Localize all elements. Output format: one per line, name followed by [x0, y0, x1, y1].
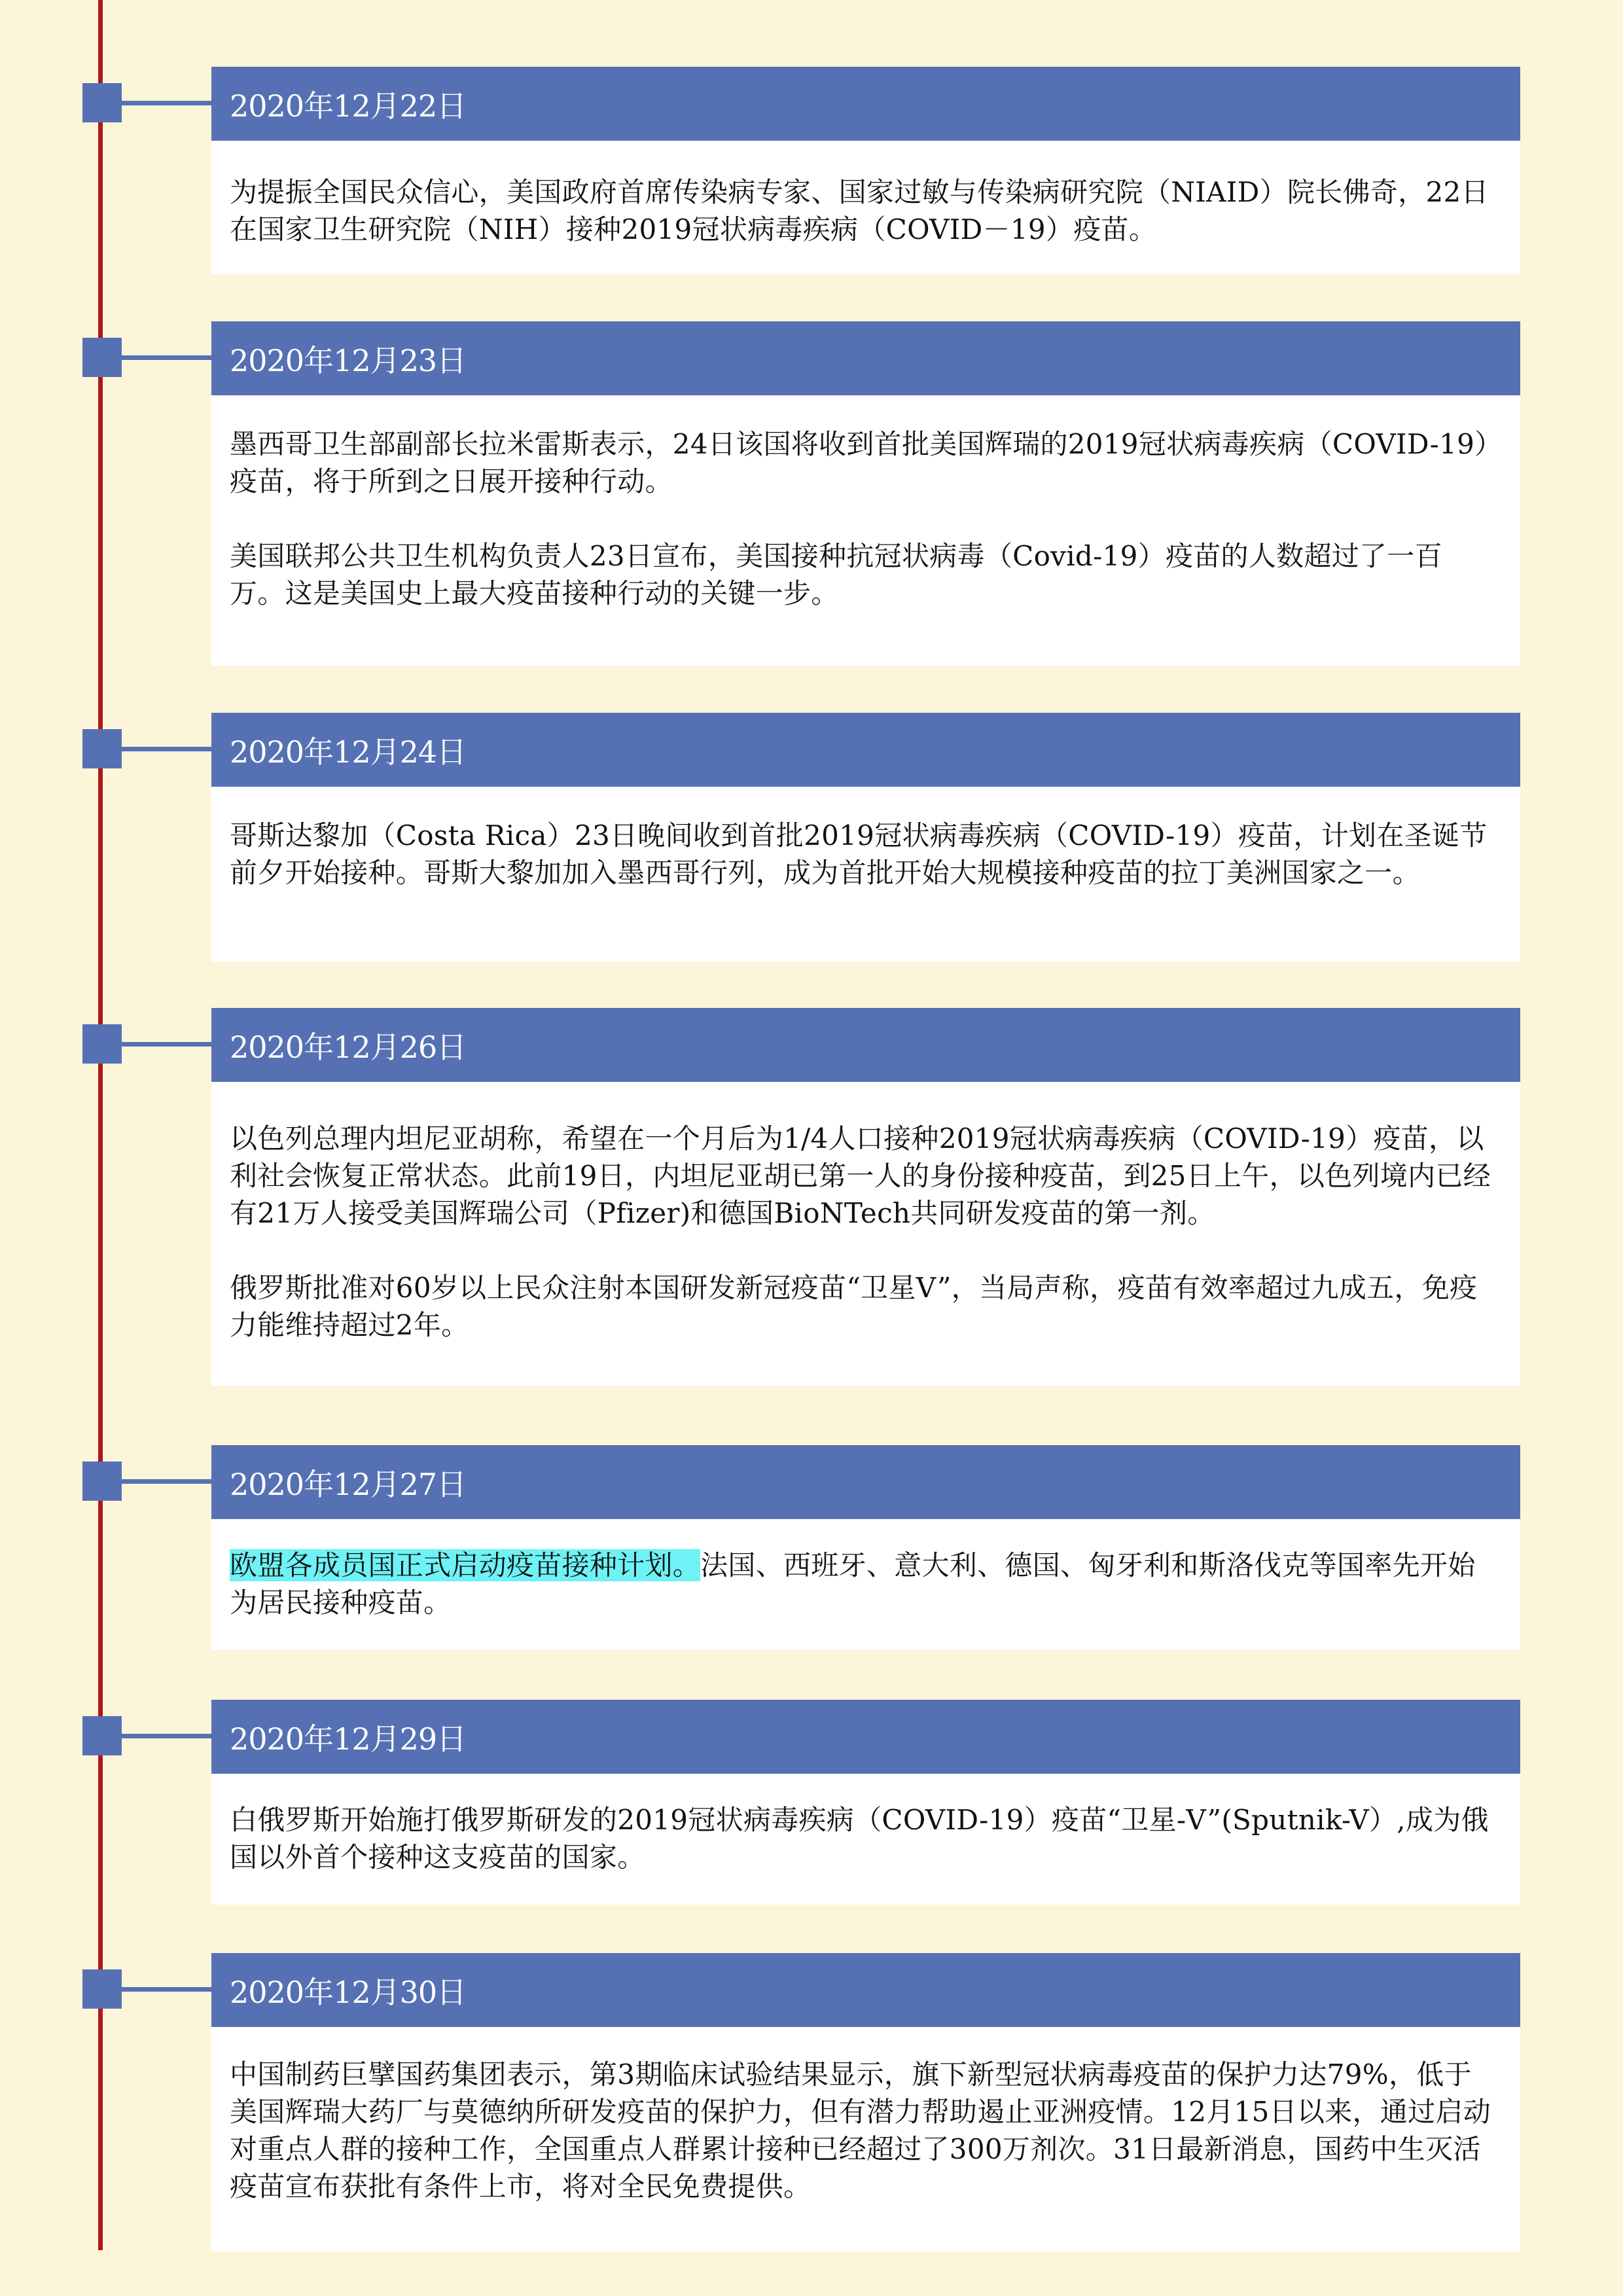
- entry-card: [211, 1953, 1520, 2251]
- timeline-connector: [122, 1042, 212, 1047]
- entry-date: 2020年12月23日: [230, 342, 467, 378]
- card-body: [211, 1774, 1520, 1876]
- entry-date: 2020年12月30日: [230, 1974, 467, 2010]
- entry-card: [211, 321, 1520, 666]
- entry-date: 2020年12月26日: [230, 1029, 467, 1065]
- timeline-marker: [82, 1024, 122, 1064]
- card-header: [211, 67, 1520, 141]
- entry-card: [211, 67, 1520, 274]
- timeline-marker: [82, 338, 122, 377]
- timeline-marker: [82, 1716, 122, 1755]
- entry-card: [211, 1700, 1520, 1905]
- card-header: [211, 1445, 1520, 1519]
- card-body: [211, 1082, 1520, 1344]
- card-body: [211, 395, 1520, 612]
- entry-paragraph: 俄罗斯批准对60岁以上民众注射本国研发新冠疫苗“卫星V”，当局声称，疫苗有效率超过九成五，免疫力能维持超过2年。: [230, 1272, 1478, 1341]
- timeline-connector: [122, 1479, 212, 1484]
- entry-paragraph: 中国制药巨擘国药集团表示，第3期临床试验结果显示，旗下新型冠状病毒疫苗的保护力达79%，低于美国辉瑞大药厂与莫德纳所研发疫苗的保护力，但有潜力帮助遏止亚洲疫情。12月15日以来，通过启动对重点人群的接种工作，全国重点人群累计接种已经超过了300万剂次。31日最新消息，国药中生灭活疫苗宣布获批有条件上市，将对全民免费提供。: [230, 2058, 1491, 2202]
- entry-paragraph: 墨西哥卫生部副部长拉米雷斯表示，24日该国将收到首批美国辉瑞的2019冠状病毒疾病（COVID-19）疫苗，将于所到之日展开接种行动。: [230, 428, 1489, 497]
- card-body: [211, 787, 1520, 891]
- entry-paragraph: 哥斯达黎加（Costa Rica）23日晚间收到首批2019冠状病毒疾病（COVID-19）疫苗，计划在圣诞节前夕开始接种。哥斯大黎加加入墨西哥行列，成为首批开始大规模接种疫苗的拉丁美洲国家之一。: [230, 819, 1488, 889]
- timeline-marker: [82, 1969, 122, 2009]
- entry-paragraph-text: 法国、西班牙、意大利、德国、匈牙利和斯洛伐克等国率先开始为居民接种疫苗。: [230, 1549, 1476, 1619]
- highlighted-text: 欧盟各成员国正式启动疫苗接种计划。: [230, 1549, 701, 1581]
- card-body: [211, 141, 1520, 248]
- timeline-connector: [122, 101, 212, 105]
- entry-card: [211, 713, 1520, 961]
- entry-paragraph: 美国联邦公共卫生机构负责人23日宣布，美国接种抗冠状病毒（Covid-19）疫苗的人数超过了一百万。这是美国史上最大疫苗接种行动的关键一步。: [230, 540, 1442, 609]
- timeline-connector: [122, 747, 212, 751]
- card-header: [211, 713, 1520, 787]
- entry-date: 2020年12月24日: [230, 734, 467, 770]
- timeline-marker: [82, 729, 122, 768]
- entry-paragraph: 为提振全国民众信心，美国政府首席传染病专家、国家过敏与传染病研究院（NIAID）院长佛奇，22日在国家卫生研究院（NIH）接种2019冠状病毒疾病（COVID－19）疫苗。: [230, 176, 1489, 245]
- card-header: [211, 1008, 1520, 1082]
- card-header: [211, 1953, 1520, 2027]
- timeline-connector: [122, 1987, 212, 1992]
- timeline-connector: [122, 355, 212, 360]
- card-body: [211, 2027, 1520, 2205]
- timeline-marker: [82, 83, 122, 122]
- entry-paragraph: 白俄罗斯开始施打俄罗斯研发的2019冠状病毒疾病（COVID-19）疫苗“卫星-V”(Sputnik-V）,成为俄国以外首个接种这支疫苗的国家。: [230, 1804, 1489, 1873]
- entry-date: 2020年12月27日: [230, 1466, 467, 1502]
- card-header: [211, 321, 1520, 395]
- entry-card: [211, 1445, 1520, 1650]
- entry-date: 2020年12月29日: [230, 1721, 467, 1757]
- card-body: [211, 1519, 1520, 1621]
- entry-paragraph: 以色列总理内坦尼亚胡称，希望在一个月后为1/4人口接种2019冠状病毒疾病（COVID-19）疫苗，以利社会恢复正常状态。此前19日，内坦尼亚胡已第一人的身份接种疫苗，到25日上午，以色列境内已经有21万人接受美国辉瑞公司（Pfizer)和德国BioNTech共同研发疫苗的第一剂。: [230, 1122, 1491, 1229]
- entry-paragraph: [230, 1547, 1494, 1621]
- card-header: [211, 1700, 1520, 1774]
- timeline-marker: [82, 1462, 122, 1501]
- timeline-connector: [122, 1734, 212, 1738]
- entry-date: 2020年12月22日: [230, 88, 467, 124]
- entry-card: [211, 1008, 1520, 1386]
